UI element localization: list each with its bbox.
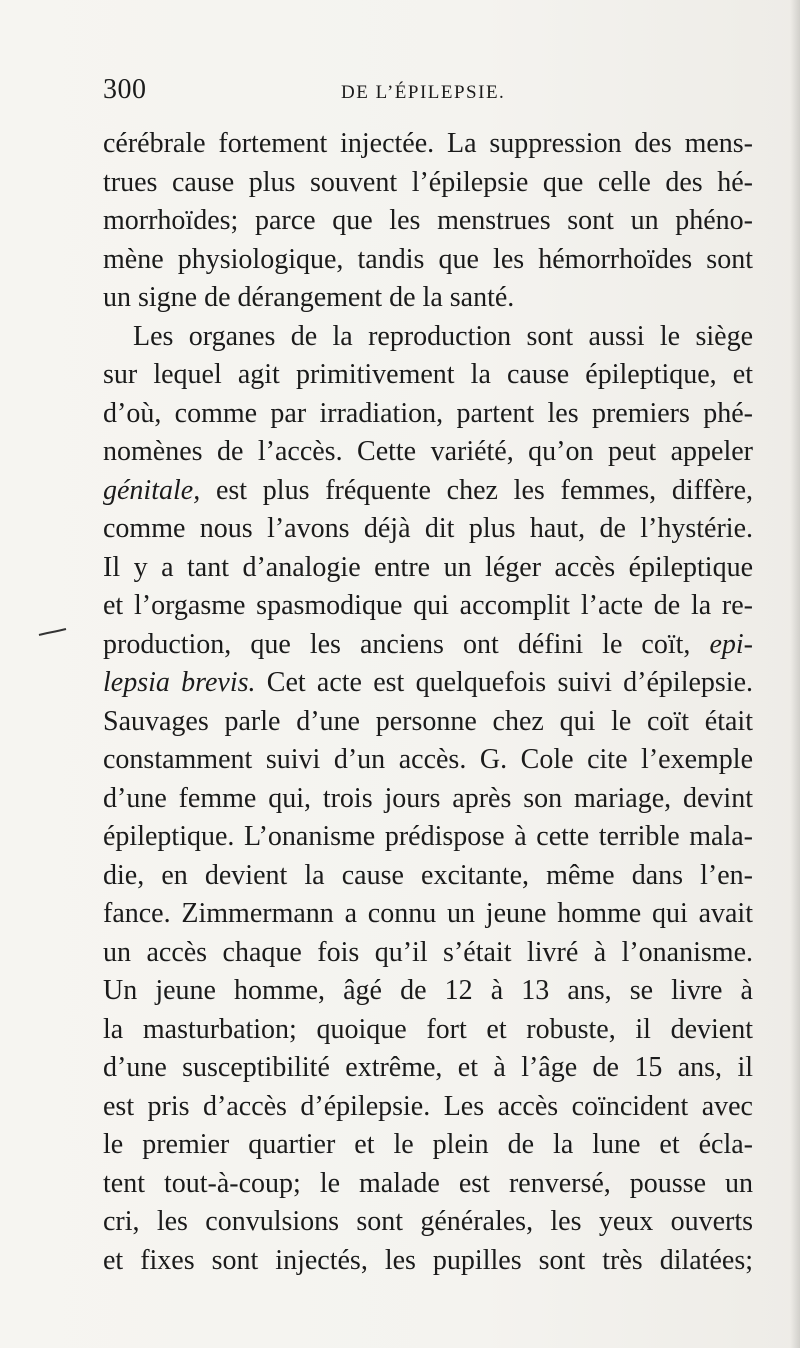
italic-term: génitale, xyxy=(103,474,201,506)
italic-term: lepsia brevis. xyxy=(103,667,256,698)
text-line: comme nous l’avons déjà dit plus haut, de l’hystérie. xyxy=(103,513,753,544)
page-header xyxy=(103,74,753,108)
text-line: fance. Zimmermann a connu un jeune homme qui avait xyxy=(103,898,753,929)
text-line xyxy=(103,472,753,511)
text-line: Sauvages parle d’une personne chez qui le coït était xyxy=(103,705,753,737)
text-line: sur lequel agit primitivement la cause épileptique, et xyxy=(103,359,753,390)
page-number: 300 xyxy=(103,74,147,105)
text-line: épileptique. L’onanisme prédispose à cette terrible mala- xyxy=(103,821,753,852)
text-line: Les organes de la reproduction sont aussi le siège xyxy=(133,320,753,352)
text-line: un accès chaque fois qu’il s’était livré à l’onanisme. xyxy=(103,936,753,968)
text-line: cérébrale fortement injectée. La suppression des mens- xyxy=(103,128,753,159)
text-fragment: Cet acte est quelquefois suivi d’épilepsie. xyxy=(266,667,754,698)
running-head: DE L’ÉPILEPSIE. xyxy=(341,82,506,103)
page-edge-shadow xyxy=(790,0,800,1348)
body-text xyxy=(103,125,753,1280)
text-line: d’où, comme par irradiation, partent les premiers phé- xyxy=(103,397,753,429)
text-line: morrhoïdes; parce que les menstrues sont un phéno- xyxy=(103,205,753,236)
text-fragment: production, que les anciens ont défini le coït, xyxy=(103,628,691,660)
text-fragment: est plus fréquente chez les femmes, diffère, xyxy=(215,474,753,506)
text-line: Il y a tant d’analogie entre un léger accès épileptique xyxy=(103,551,753,583)
text-line: nomènes de l’accès. Cette variété, qu’on peut appeler xyxy=(103,436,753,467)
text-line: mène physiologique, tandis que les hémorrhoïdes sont xyxy=(103,243,753,275)
text-line: tent tout-à-coup; le malade est renversé, pousse un xyxy=(103,1167,753,1199)
text-line: et l’orgasme spasmodique qui accomplit l’acte de la re- xyxy=(103,590,753,621)
text-line: la masturbation; quoique fort et robuste, il devient xyxy=(103,1013,753,1045)
text-line: die, en devient la cause excitante, même dans l’en- xyxy=(103,859,753,891)
text-line: est pris d’accès d’épilepsie. Les accès coïncident avec xyxy=(103,1090,753,1122)
margin-pencil-mark xyxy=(38,623,68,641)
text-line: cri, les convulsions sont générales, les yeux ouverts xyxy=(103,1206,753,1237)
text-line xyxy=(103,626,753,665)
text-line: Un jeune homme, âgé de 12 à 13 ans, se livre à xyxy=(103,975,753,1006)
text-line: le premier quartier et le plein de la lune et écla- xyxy=(103,1129,753,1160)
text-line: constamment suivi d’un accès. G. Cole cite l’exemple xyxy=(103,744,753,775)
text-line: trues cause plus souvent l’épilepsie que celle des hé- xyxy=(103,166,753,198)
text-line: et fixes sont injectés, les pupilles sont très dilatées; xyxy=(103,1244,753,1276)
text-line: d’une femme qui, trois jours après son mariage, devint xyxy=(103,782,753,814)
italic-term: epi- xyxy=(709,628,753,660)
text-line: un signe de dérangement de la santé. xyxy=(103,282,515,313)
text-line: d’une susceptibilité extrême, et à l’âge de 15 ans, il xyxy=(103,1052,753,1083)
text-line xyxy=(103,664,753,703)
